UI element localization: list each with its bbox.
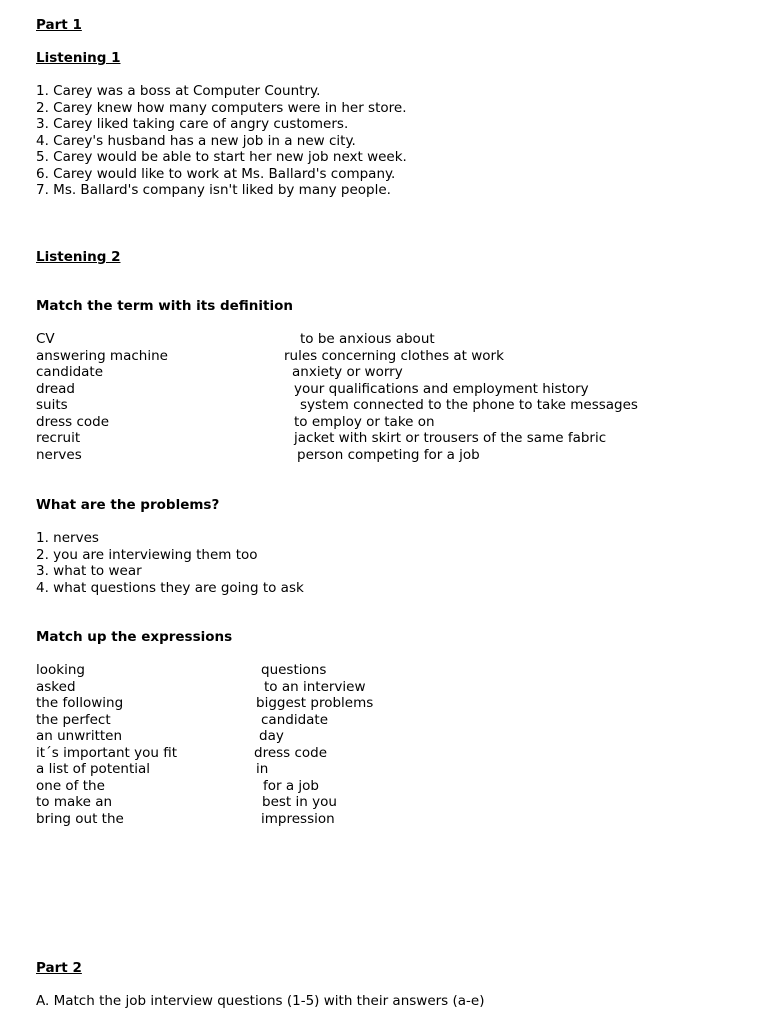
expressions-heading: Match up the expressions bbox=[36, 629, 233, 645]
term-cell: candidate bbox=[36, 364, 104, 380]
expression-right-cell: biggest problems bbox=[256, 695, 374, 711]
expression-right-cell: impression bbox=[261, 810, 335, 827]
problems-heading: What are the problems? bbox=[36, 497, 220, 513]
expression-left-cell: one of the bbox=[36, 777, 105, 794]
definition-cell: to be anxious about bbox=[300, 331, 435, 347]
table-row bbox=[36, 381, 736, 398]
list-item: 7. Ms. Ballard's company isn't liked by many people. bbox=[36, 182, 391, 198]
definition-cell: jacket with skirt or trousers of the same fabric bbox=[294, 430, 607, 446]
term-cell: dread bbox=[36, 380, 75, 397]
definition-cell: rules concerning clothes at work bbox=[284, 347, 504, 364]
table-row bbox=[36, 712, 736, 729]
expression-right-cell: in bbox=[256, 761, 269, 777]
expression-left-cell: asked bbox=[36, 678, 76, 695]
list-item: 2. you are interviewing them too bbox=[36, 546, 258, 563]
listening1-heading: Listening 1 bbox=[36, 50, 121, 66]
expression-right-cell: questions bbox=[261, 662, 327, 678]
expression-right-cell: dress code bbox=[254, 744, 328, 761]
expression-left-cell: to make an bbox=[36, 794, 113, 810]
table-row bbox=[36, 695, 736, 712]
table-row bbox=[36, 728, 736, 745]
definition-cell: system connected to the phone to take messages bbox=[300, 397, 638, 413]
part2-instruction: A. Match the job interview questions (1-5) with their answers (a-e) bbox=[36, 993, 485, 1009]
table-row bbox=[36, 397, 736, 414]
expression-left-cell: looking bbox=[36, 662, 85, 678]
term-cell: dress code bbox=[36, 413, 110, 430]
list-item: 3. what to wear bbox=[36, 563, 142, 579]
list-item: 2. Carey knew how many computers were in her store. bbox=[36, 99, 407, 116]
table-row bbox=[36, 679, 736, 696]
table-row bbox=[36, 778, 736, 795]
definition-cell: anxiety or worry bbox=[292, 364, 403, 380]
table-row bbox=[36, 414, 736, 431]
table-row bbox=[36, 745, 736, 762]
match-terms-heading: Match the term with its definition bbox=[36, 298, 293, 314]
list-item: 3. Carey liked taking care of angry customers. bbox=[36, 116, 349, 132]
term-cell: CV bbox=[36, 331, 55, 347]
expression-left-cell: the perfect bbox=[36, 711, 111, 728]
expression-left-cell: an unwritten bbox=[36, 728, 123, 744]
expression-right-cell: day bbox=[259, 728, 284, 744]
definition-cell: to employ or take on bbox=[294, 413, 435, 430]
listening2-heading: Listening 2 bbox=[36, 249, 121, 265]
list-item: 5. Carey would be able to start her new job next week. bbox=[36, 149, 407, 165]
definition-cell: your qualifications and employment history bbox=[294, 380, 589, 397]
expression-left-cell: a list of potential bbox=[36, 761, 151, 777]
expression-right-cell: to an interview bbox=[264, 678, 366, 695]
table-row bbox=[36, 662, 736, 679]
expression-left-cell: it´s important you fit bbox=[36, 744, 177, 761]
term-cell: recruit bbox=[36, 430, 81, 446]
table-row bbox=[36, 761, 736, 778]
list-item: 6. Carey would like to work at Ms. Ballard's company. bbox=[36, 165, 396, 182]
part1-heading: Part 1 bbox=[36, 17, 82, 33]
list-item: 1. Carey was a boss at Computer Country. bbox=[36, 83, 321, 99]
term-cell: suits bbox=[36, 397, 68, 413]
table-row bbox=[36, 364, 736, 381]
list-item: 4. what questions they are going to ask bbox=[36, 579, 304, 596]
table-row bbox=[36, 348, 736, 365]
expression-right-cell: best in you bbox=[262, 794, 337, 810]
table-row bbox=[36, 331, 736, 348]
list-item: 1. nerves bbox=[36, 530, 99, 546]
list-item: 4. Carey's husband has a new job in a new city. bbox=[36, 132, 356, 149]
part2-heading: Part 2 bbox=[36, 960, 82, 976]
table-row bbox=[36, 811, 736, 828]
expression-right-cell: candidate bbox=[261, 711, 329, 728]
expression-left-cell: the following bbox=[36, 695, 124, 711]
expression-left-cell: bring out the bbox=[36, 810, 124, 827]
term-cell: answering machine bbox=[36, 347, 168, 364]
expression-right-cell: for a job bbox=[263, 777, 319, 794]
table-row bbox=[36, 794, 736, 811]
table-row bbox=[36, 430, 736, 447]
definition-cell: person competing for a job bbox=[297, 446, 480, 463]
table-row bbox=[36, 447, 736, 464]
term-cell: nerves bbox=[36, 446, 82, 463]
